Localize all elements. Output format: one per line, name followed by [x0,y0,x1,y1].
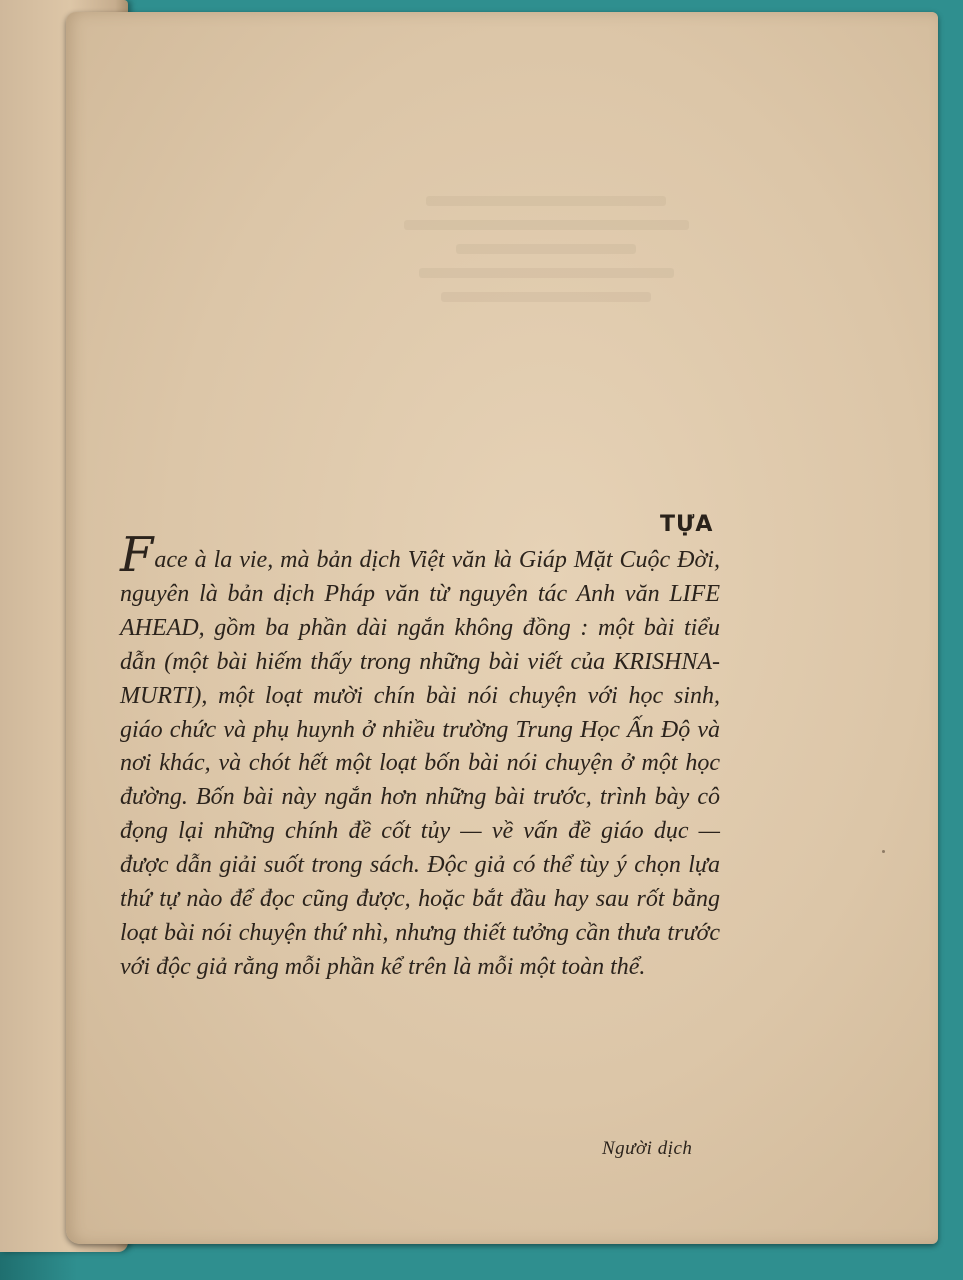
drop-cap: F [120,527,154,583]
preface-paragraph [120,527,720,985]
paragraph-text: ace à la vie, mà bản dịch Việt văn là Giáp Mặt Cuộc Đời, nguyên là bản dịch Pháp văn từ nguyên tác Anh văn LIFE AHEAD, gồm ba phần dài ngắn không đồng : một bài tiểu dẫn (một bài hiếm thấy trong những bài viết của KRISHNA-MURTI), một loạt mười chín bài nói chuyện với học sinh, giáo chức và phụ huynh ở nhiều trường Trung Học Ấn Độ và nơi khác, và chót hết một loạt bốn bài nói chuyện ở một học đường. Bốn bài này ngắn hơn những bài trước, trình bày cô đọng lại những chính đề cốt tủy — về vấn đề giáo dục — được dẫn giải suốt trong sách. Độc giả có thể tùy ý chọn lựa thứ tự nào để đọc cũng được, hoặc bắt đầu hay sau rốt bằng loạt bài nói chuyện thứ nhì, nhưng thiết tưởng cần thưa trước với độc giả rằng mỗi phần kể trên là mỗi một toàn thể. [120,547,720,980]
page-title: TỰA [660,512,714,537]
translator-signature: Người dịch [602,1138,693,1159]
show-through-text [396,182,696,322]
paper-speck [882,850,885,853]
